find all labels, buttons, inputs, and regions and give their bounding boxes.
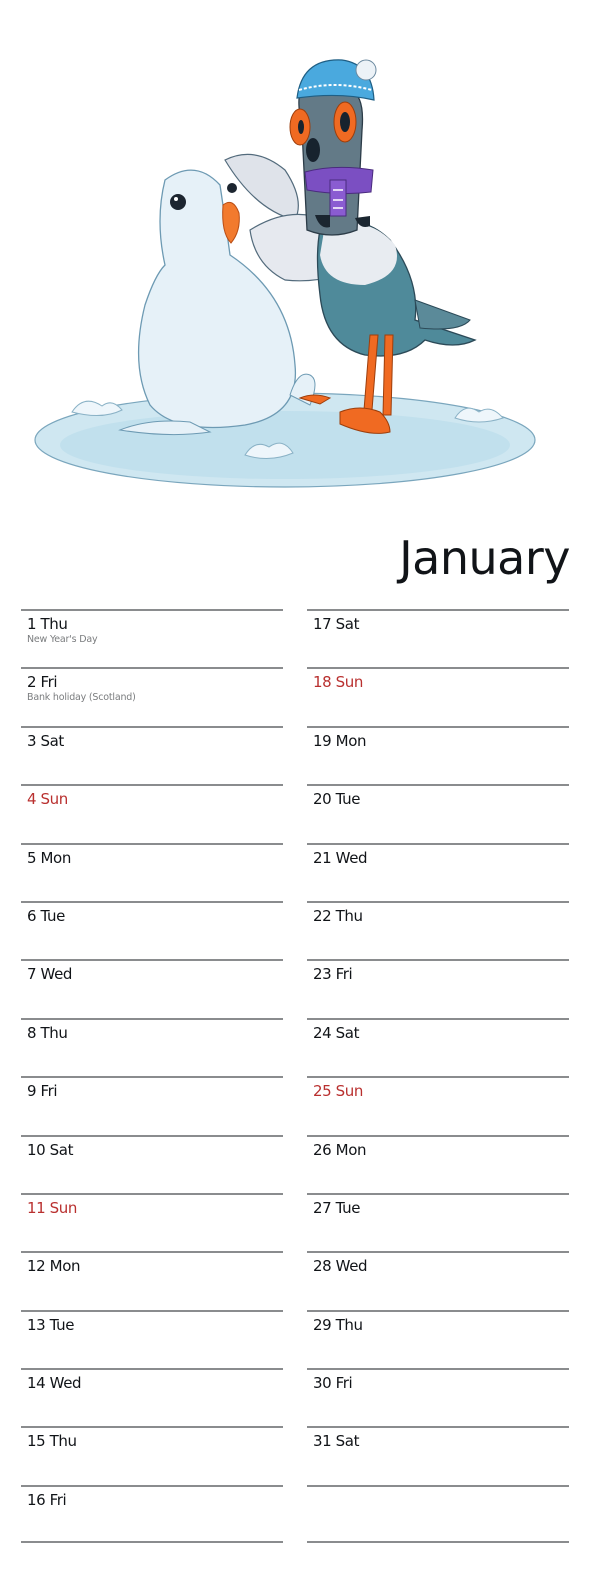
holiday-note: Bank holiday (Scotland) xyxy=(27,692,136,704)
day-row[interactable] xyxy=(307,1426,569,1484)
day-label: 8 Thu xyxy=(27,1023,68,1042)
day-row[interactable] xyxy=(21,1135,283,1193)
day-row[interactable] xyxy=(21,959,283,1017)
day-row[interactable] xyxy=(307,1193,569,1251)
day-label: 18 Sun xyxy=(313,673,363,692)
day-label: 22 Thu xyxy=(313,906,363,925)
day-label: 2 Fri xyxy=(27,673,58,692)
day-label: 27 Tue xyxy=(313,1198,361,1217)
day-label: 16 Fri xyxy=(27,1490,67,1509)
day-row-sunday[interactable] xyxy=(21,1193,283,1251)
day-label: 14 Wed xyxy=(27,1374,82,1393)
day-label: 21 Wed xyxy=(313,848,368,867)
day-row[interactable] xyxy=(307,959,569,1017)
day-label: 3 Sat xyxy=(27,731,64,750)
day-label: 5 Mon xyxy=(27,848,71,867)
day-label: 24 Sat xyxy=(313,1023,360,1042)
day-label: 10 Sat xyxy=(27,1140,74,1159)
day-label: 26 Mon xyxy=(313,1140,367,1159)
day-row[interactable] xyxy=(307,901,569,959)
day-row[interactable] xyxy=(21,1368,283,1426)
pigeon-snowman-illustration xyxy=(0,0,600,520)
day-label: 1 Thu xyxy=(27,615,68,633)
day-row[interactable] xyxy=(21,609,283,667)
day-row-sunday[interactable] xyxy=(307,1076,569,1134)
day-label: 19 Mon xyxy=(313,731,367,750)
day-label: 12 Mon xyxy=(27,1257,81,1276)
day-row[interactable] xyxy=(21,1426,283,1484)
day-row[interactable] xyxy=(21,843,283,901)
holiday-note: New Year's Day xyxy=(27,634,98,645)
day-label: 9 Fri xyxy=(27,1082,58,1101)
day-row[interactable] xyxy=(307,1251,569,1309)
day-row[interactable] xyxy=(307,609,569,667)
day-row[interactable] xyxy=(21,726,283,784)
day-row[interactable] xyxy=(21,901,283,959)
day-label: 20 Tue xyxy=(313,790,361,809)
day-label: 31 Sat xyxy=(313,1432,360,1451)
day-label: 13 Tue xyxy=(27,1315,75,1334)
day-row[interactable] xyxy=(21,1076,283,1134)
day-label: 15 Thu xyxy=(27,1432,77,1451)
days-column-right xyxy=(307,609,569,1543)
day-row[interactable] xyxy=(21,1251,283,1309)
day-row[interactable] xyxy=(21,1310,283,1368)
day-label: 29 Thu xyxy=(313,1315,363,1334)
day-row[interactable] xyxy=(21,667,283,725)
day-row-sunday[interactable] xyxy=(21,784,283,842)
day-row[interactable] xyxy=(307,843,569,901)
day-row-sunday[interactable] xyxy=(307,667,569,725)
day-label: 25 Sun xyxy=(313,1082,363,1101)
day-label: 7 Wed xyxy=(27,965,73,984)
day-row[interactable] xyxy=(21,1018,283,1076)
day-label: 17 Sat xyxy=(313,615,360,633)
day-row-empty xyxy=(307,1485,569,1543)
day-label: 6 Tue xyxy=(27,906,65,925)
day-row[interactable] xyxy=(307,1018,569,1076)
month-title: January xyxy=(399,531,570,585)
day-row[interactable] xyxy=(307,1368,569,1426)
day-label: 28 Wed xyxy=(313,1257,368,1276)
day-label: 30 Fri xyxy=(313,1374,353,1393)
days-column-left xyxy=(21,609,283,1543)
day-row[interactable] xyxy=(307,784,569,842)
day-row[interactable] xyxy=(307,1310,569,1368)
day-label: 23 Fri xyxy=(313,965,353,984)
day-label: 4 Sun xyxy=(27,790,68,809)
day-row[interactable] xyxy=(307,726,569,784)
day-label: 11 Sun xyxy=(27,1198,77,1217)
day-row[interactable] xyxy=(21,1485,283,1543)
day-row[interactable] xyxy=(307,1135,569,1193)
